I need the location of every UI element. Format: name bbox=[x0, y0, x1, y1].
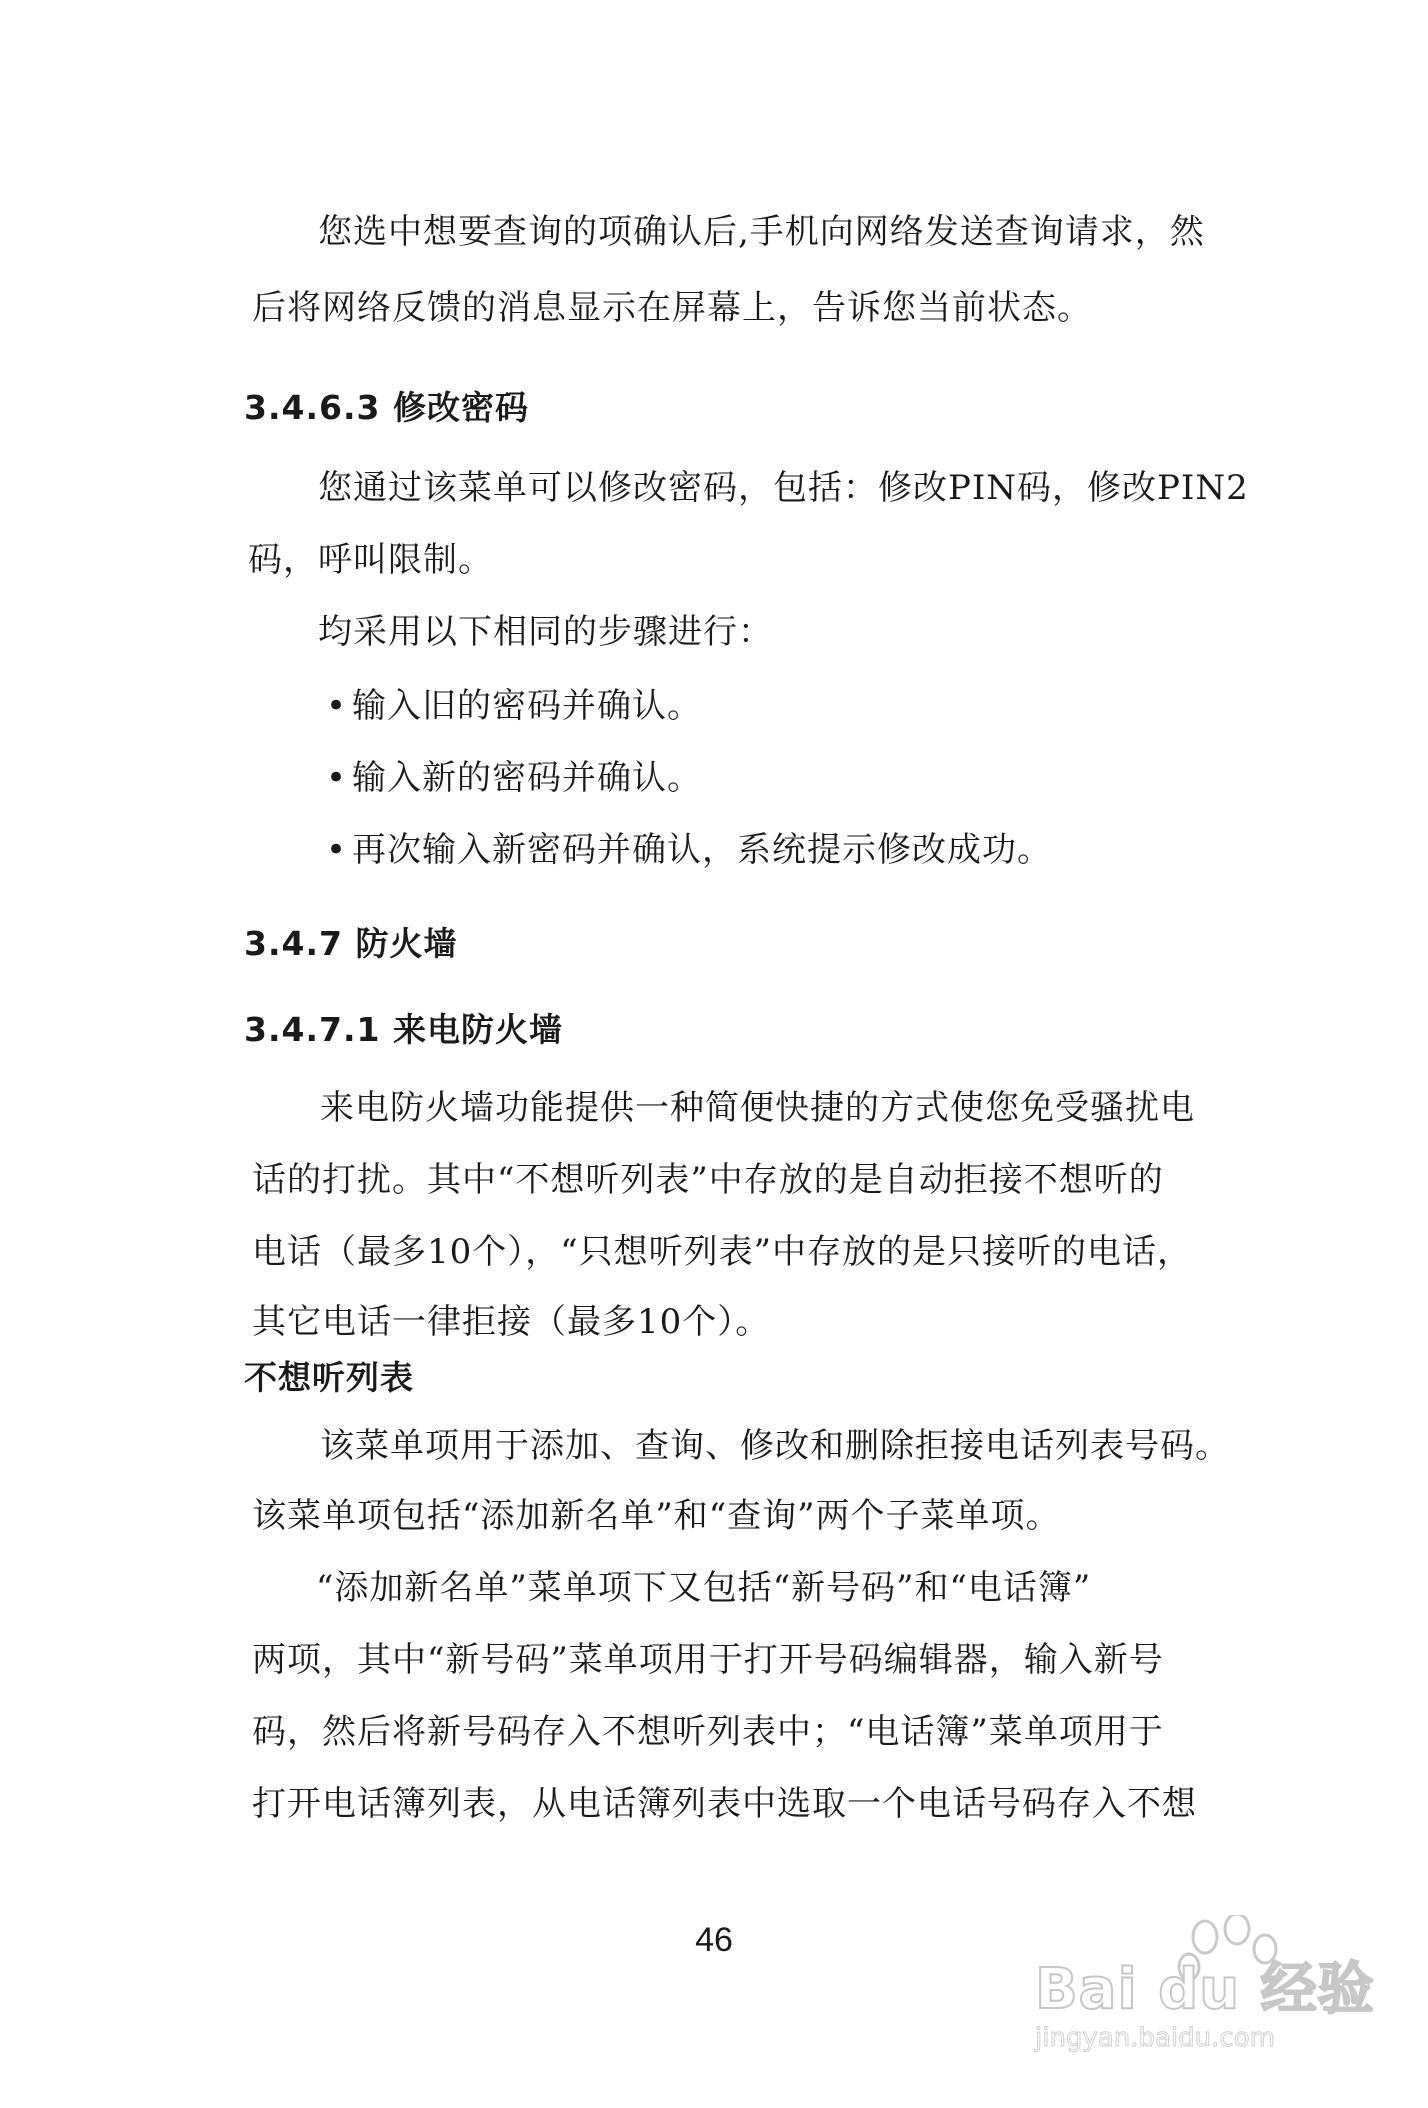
subsection-heading: 3.4.7.1 来电防火墙 bbox=[244, 1010, 563, 1049]
paragraph-line: 您通过该菜单可以修改密码，包括：修改PIN码，修改PIN2 bbox=[318, 468, 1249, 508]
paragraph-line: “添加新名单”菜单项下又包括“新号码”和“电话簿” bbox=[316, 1568, 1092, 1608]
section-heading: 3.4.6.3 修改密码 bbox=[244, 388, 529, 427]
paragraph-line: 话的打扰。其中“不想听列表”中存放的是自动拒接不想听的 bbox=[252, 1160, 1164, 1200]
section-heading: 3.4.7 防火墙 bbox=[244, 924, 458, 963]
steps-intro: 均采用以下相同的步骤进行： bbox=[318, 612, 773, 652]
paragraph-line: 码，呼叫限制。 bbox=[248, 540, 493, 580]
paragraph-line: 该菜单项包括“添加新名单”和“查询”两个子菜单项。 bbox=[252, 1496, 1061, 1536]
bullet-list-item bbox=[326, 684, 702, 728]
page-number: 46 bbox=[695, 1921, 733, 1959]
watermark-url: jingyan.baidu.com bbox=[1035, 2023, 1275, 2053]
subsection-heading: 不想听列表 bbox=[244, 1358, 414, 1397]
baidu-jingyan-watermark bbox=[1035, 1915, 1375, 2065]
watermark-brand: Bai du 经验 bbox=[1035, 1957, 1375, 2022]
bullet-list-item bbox=[326, 756, 702, 800]
paragraph-line: 您选中想要查询的项确认后,手机向网络发送查询请求，然 bbox=[318, 212, 1205, 252]
bullet-icon: • bbox=[326, 758, 348, 798]
list-item-text: 输入新的密码并确认。 bbox=[352, 758, 702, 798]
bullet-icon: • bbox=[326, 830, 348, 870]
paragraph-line: 后将网络反馈的消息显示在屏幕上，告诉您当前状态。 bbox=[252, 288, 1092, 328]
paragraph-line: 该菜单项用于添加、查询、修改和删除拒接电话列表号码。 bbox=[320, 1426, 1230, 1466]
paragraph-line: 打开电话簿列表，从电话簿列表中选取一个电话号码存入不想 bbox=[252, 1784, 1197, 1824]
list-item-text: 再次输入新密码并确认，系统提示修改成功。 bbox=[352, 830, 1052, 870]
paragraph-line: 两项，其中“新号码”菜单项用于打开号码编辑器，输入新号 bbox=[252, 1640, 1164, 1680]
paragraph-line: 电话（最多10个），“只想听列表”中存放的是只接听的电话， bbox=[252, 1232, 1193, 1272]
bullet-list-item bbox=[326, 828, 1052, 872]
list-item-text: 输入旧的密码并确认。 bbox=[352, 686, 702, 726]
paragraph-line: 码，然后将新号码存入不想听列表中；“电话簿”菜单项用于 bbox=[252, 1712, 1164, 1752]
paragraph-line: 来电防火墙功能提供一种简便快捷的方式使您免受骚扰电 bbox=[320, 1088, 1195, 1128]
paragraph-line: 其它电话一律拒接（最多10个）。 bbox=[252, 1302, 771, 1342]
bullet-icon: • bbox=[326, 686, 348, 726]
